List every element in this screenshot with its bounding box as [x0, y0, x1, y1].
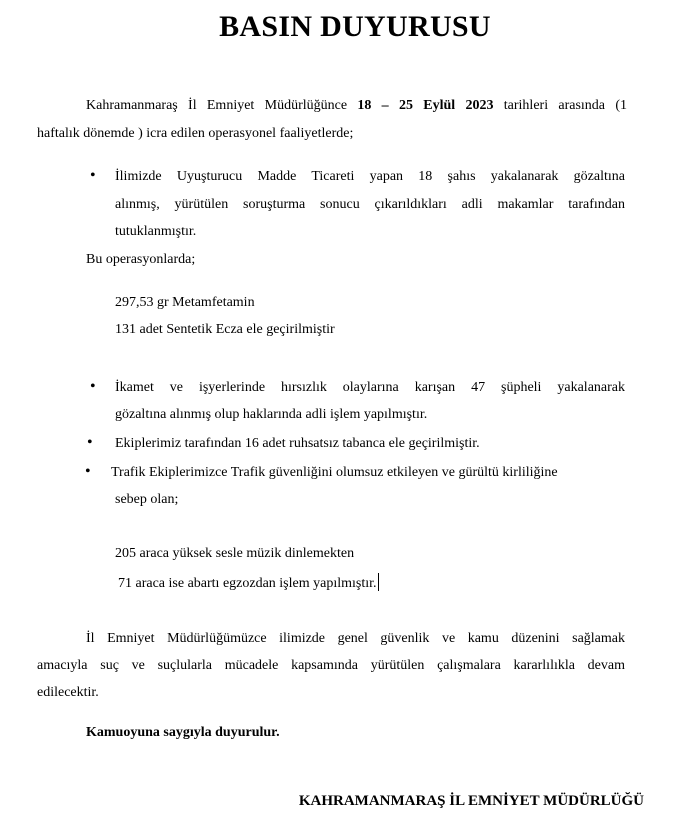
closing-line-3: edilecektir. — [37, 685, 99, 700]
operations-label: Bu operasyonlarda; — [86, 252, 196, 267]
bullet-1-line-2: alınmış, yürütülen soruşturma sonucu çıkarıldıkları adli makamlar tarafından — [115, 197, 625, 212]
respect-line: Kamuoyuna saygıyla duyurulur. — [86, 725, 280, 740]
traffic-action-2 — [118, 573, 379, 593]
traffic-action-1: 205 araca yüksek sesle müzik dinlemekten — [115, 546, 355, 561]
bullet-1-symbol: • — [90, 167, 96, 184]
intro-line-2: haftalık dönemde ) icra edilen operasyonel faaliyetlerde; — [37, 126, 354, 141]
traffic-action-2-text: 71 araca ise abartı egzozdan işlem yapılmıştır. — [118, 576, 377, 591]
text-cursor — [378, 573, 379, 591]
seizure-item-2: 131 adet Sentetik Ecza ele geçirilmiştir — [115, 322, 335, 337]
intro-text-end: tarihleri arasında (1 — [493, 98, 627, 113]
bullet-4-line-2: sebep olan; — [115, 492, 179, 507]
bullet-4-line-1: Trafik Ekiplerimizce Trafik güvenliğini olumsuz etkileyen ve gürültü kirliliğine — [111, 465, 558, 480]
intro-line-1 — [86, 97, 627, 115]
bullet-4-symbol: • — [85, 463, 91, 480]
bullet-1-line-1: İlimizde Uyuşturucu Madde Ticareti yapan 18 şahıs yakalanarak gözaltına — [115, 169, 625, 184]
bullet-2-line-2: gözaltına alınmış olup haklarında adli işlem yapılmıştır. — [115, 407, 428, 422]
closing-line-1: İl Emniyet Müdürlüğümüzce ilimizde genel güvenlik ve kamu düzenini sağlamak — [86, 631, 625, 646]
bullet-3-line-1: Ekiplerimiz tarafından 16 adet ruhsatsız tabanca ele geçirilmiştir. — [115, 436, 480, 451]
bullet-3-symbol: • — [87, 434, 93, 451]
intro-text-start: Kahramanmaraş İl Emniyet Müdürlüğünce — [86, 98, 358, 113]
signature: KAHRAMANMARAŞ İL EMNİYET MÜDÜRLÜĞÜ — [298, 793, 644, 809]
bullet-2-line-1: İkamet ve işyerlerinde hırsızlık olaylarına karışan 47 şüpheli yakalanarak — [115, 380, 625, 395]
bullet-1-line-3: tutuklanmıştır. — [115, 224, 197, 239]
seizure-item-1: 297,53 gr Metamfetamin — [115, 295, 255, 310]
closing-line-2: amacıyla suç ve suçlularla mücadele kapsamında yürütülen çalışmalara kararlılıkla devam — [37, 658, 625, 673]
intro-dates: 18 – 25 Eylül 2023 — [357, 98, 494, 113]
document-title: BASIN DUYURUSU — [219, 10, 491, 43]
bullet-2-symbol: • — [90, 378, 96, 395]
